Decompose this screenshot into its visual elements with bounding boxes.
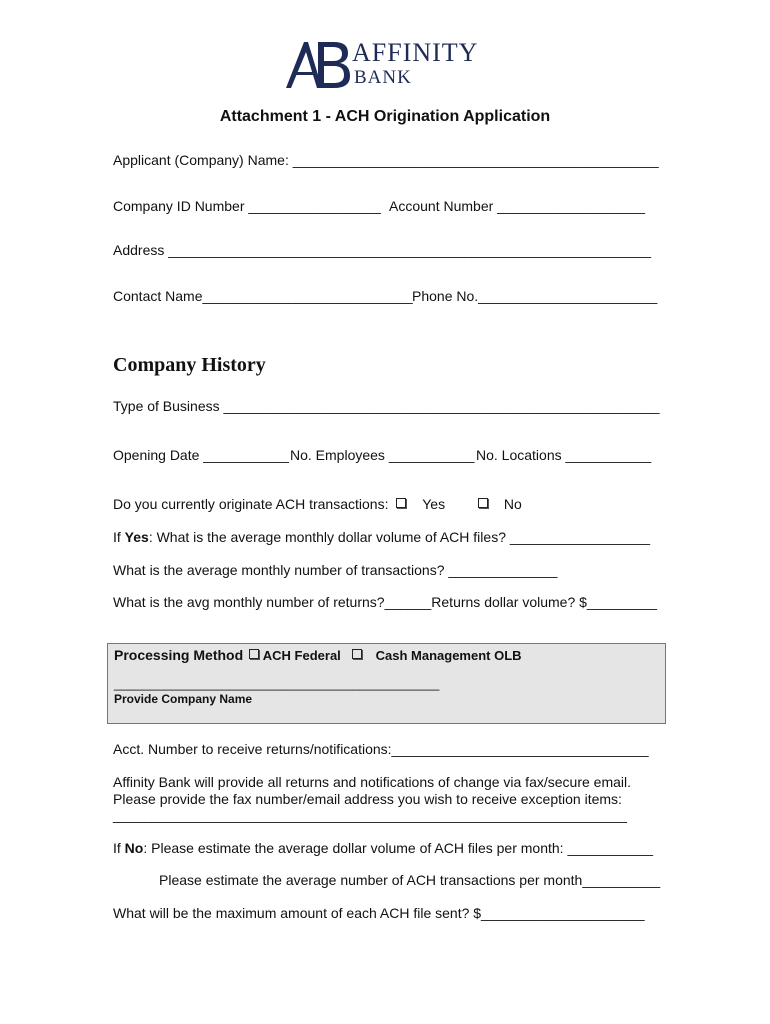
logo-bank: BANK [354,67,412,88]
processing-method-row [114,647,341,663]
company-name-field[interactable]: Applicant (Company) Name: _______________________________________________ [113,152,659,168]
acct-number-field[interactable]: Acct. Number to receive returns/notifications:_________________________________ [113,741,649,757]
originate-question-text: Do you currently originate ACH transactions: [113,496,389,512]
no-dollar-volume-field[interactable] [113,840,653,856]
ab-monogram-icon [282,38,352,90]
originate-question [113,496,445,512]
address-field[interactable]: Address ______________________________________________________________ [113,242,651,258]
no-label: No [503,496,522,512]
phone-field[interactable]: Phone No._______________________ [412,288,658,304]
provide-company-name-label: Provide Company Name [114,692,253,706]
processing-method-label: Processing Method [114,647,244,663]
account-number-field[interactable]: Account Number ___________________ [389,198,646,214]
opening-date-field[interactable]: Opening Date ___________ [113,447,289,463]
company-id-field[interactable]: Company ID Number _________________ [113,198,381,214]
processing-method-box [107,643,666,724]
bank-logo [282,38,502,90]
no-checkbox[interactable] [478,498,488,508]
notice-line-1: Affinity Bank will provide all returns and notifications of change via fax/secure email. [113,774,632,790]
ach-federal-checkbox[interactable] [249,649,259,659]
locations-field[interactable]: No. Locations ___________ [476,447,652,463]
avg-dollar-volume-field[interactable] [113,529,650,545]
no-dollar-volume-text: : Please estimate the average dollar volume of ACH files per month: ___________ [143,840,654,856]
cash-management-checkbox[interactable] [352,649,362,659]
yes-label: Yes [422,496,446,512]
notice-line-2: Please provide the fax number/email address you wish to receive exception items: [113,791,622,807]
page-title: Attachment 1 - ACH Origination Application [219,108,551,125]
employees-field[interactable]: No. Employees ___________ [290,447,475,463]
max-amount-field[interactable]: What will be the maximum amount of each ACH file sent? $_____________________ [113,905,645,921]
cash-management-label: Cash Management OLB [375,648,522,663]
logo-affinity: AFFINITY [352,38,479,67]
if-yes-prefix: If [113,529,125,545]
type-of-business-field[interactable]: Type of Business ________________________________________________________ [113,398,660,414]
cash-management-option [348,648,522,663]
if-no-prefix: If [113,840,125,856]
company-history-heading: Company History [113,354,266,376]
company-name-line[interactable]: _____________________________________________ [114,676,440,691]
avg-dollar-volume-text: : What is the average monthly dollar volume of ACH files? __________________ [148,529,651,545]
if-no-bold: No [124,840,144,856]
no-option [474,496,522,512]
no-transactions-field[interactable]: Please estimate the average number of ACH transactions per month__________ [159,872,661,888]
contact-name-field[interactable]: Contact Name___________________________ [113,288,413,304]
exception-contact-field[interactable]: __________________________________________________________________ [113,807,627,823]
yes-checkbox[interactable] [396,498,406,508]
avg-returns-field[interactable]: What is the avg monthly number of returns?______Returns dollar volume? $_________ [113,594,657,610]
avg-transactions-field[interactable]: What is the average monthly number of transactions? ______________ [113,562,558,578]
ach-federal-label: ACH Federal [262,648,341,663]
if-yes-bold: Yes [124,529,149,545]
